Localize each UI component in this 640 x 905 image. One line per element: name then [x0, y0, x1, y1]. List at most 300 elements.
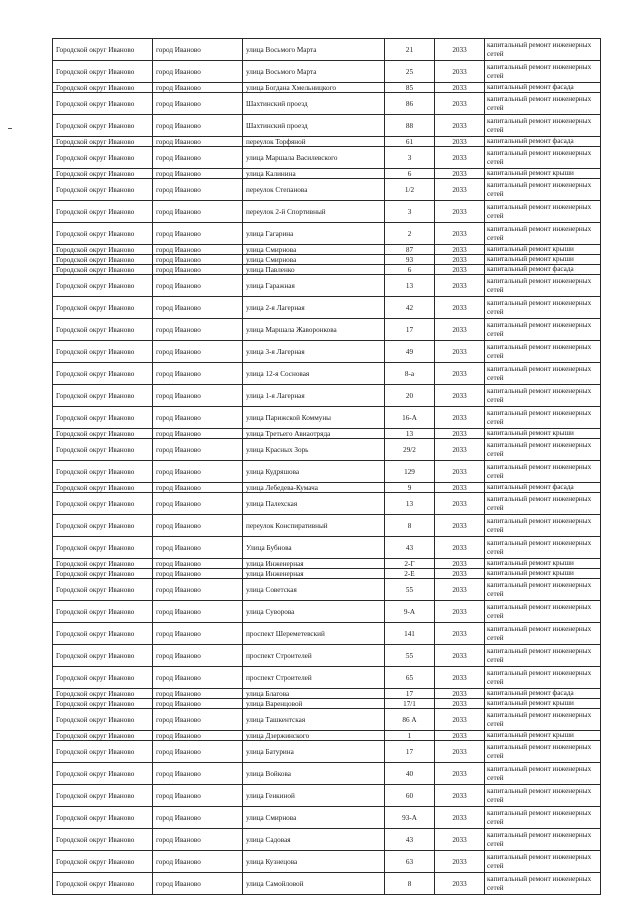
table-row	[53, 873, 601, 895]
table-row	[53, 699, 601, 709]
table-row	[53, 829, 601, 851]
house-cell: 17	[385, 319, 435, 341]
city-cell: город Иваново	[153, 255, 243, 265]
year-cell: 2033	[435, 115, 485, 137]
table-row	[53, 601, 601, 623]
year-cell: 2033	[435, 39, 485, 61]
house-cell: 2-Г	[385, 559, 435, 569]
year-cell: 2033	[435, 461, 485, 483]
table-row	[53, 667, 601, 689]
table-row	[53, 341, 601, 363]
city-cell: город Иваново	[153, 147, 243, 169]
table-row	[53, 807, 601, 829]
table-row	[53, 515, 601, 537]
year-cell: 2033	[435, 601, 485, 623]
street-cell: улица Восьмого Марта	[243, 61, 385, 83]
municipality-cell: Городской округ Иваново	[53, 223, 153, 245]
city-cell: город Иваново	[153, 579, 243, 601]
work-type-cell: капитальный ремонт инженерных сетей	[485, 439, 601, 461]
work-type-cell: капитальный ремонт инженерных сетей	[485, 829, 601, 851]
year-cell: 2033	[435, 829, 485, 851]
year-cell: 2033	[435, 483, 485, 493]
street-cell: улица 3-я Лагерная	[243, 341, 385, 363]
year-cell: 2033	[435, 667, 485, 689]
street-cell: улица Варенцовой	[243, 699, 385, 709]
table-row	[53, 255, 601, 265]
year-cell: 2033	[435, 341, 485, 363]
year-cell: 2033	[435, 709, 485, 731]
municipality-cell: Городской округ Иваново	[53, 137, 153, 147]
municipality-cell: Городской округ Иваново	[53, 569, 153, 579]
municipality-cell: Городской округ Иваново	[53, 785, 153, 807]
house-cell: 40	[385, 763, 435, 785]
street-cell: улица Красных Зорь	[243, 439, 385, 461]
table-row	[53, 245, 601, 255]
year-cell: 2033	[435, 169, 485, 179]
municipality-cell: Городской округ Иваново	[53, 493, 153, 515]
street-cell: улица Советская	[243, 579, 385, 601]
municipality-cell: Городской округ Иваново	[53, 179, 153, 201]
work-type-cell: капитальный ремонт фасада	[485, 265, 601, 275]
house-cell: 87	[385, 245, 435, 255]
house-cell: 55	[385, 645, 435, 667]
municipality-cell: Городской округ Иваново	[53, 829, 153, 851]
city-cell: город Иваново	[153, 179, 243, 201]
street-cell: улица Палехская	[243, 493, 385, 515]
street-cell: улица Благова	[243, 689, 385, 699]
street-cell: улица Лебедева-Кумача	[243, 483, 385, 493]
street-cell: улица 1-я Лагерная	[243, 385, 385, 407]
city-cell: город Иваново	[153, 873, 243, 895]
year-cell: 2033	[435, 873, 485, 895]
municipality-cell: Городской округ Иваново	[53, 93, 153, 115]
municipality-cell: Городской округ Иваново	[53, 873, 153, 895]
year-cell: 2033	[435, 763, 485, 785]
house-cell: 3	[385, 147, 435, 169]
table-row	[53, 429, 601, 439]
city-cell: город Иваново	[153, 601, 243, 623]
margin-mark	[8, 128, 12, 129]
work-type-cell: капитальный ремонт крыши	[485, 169, 601, 179]
house-cell: 2	[385, 223, 435, 245]
municipality-cell: Городской округ Иваново	[53, 461, 153, 483]
work-type-cell: капитальный ремонт инженерных сетей	[485, 179, 601, 201]
table-row	[53, 83, 601, 93]
year-cell: 2033	[435, 785, 485, 807]
work-type-cell: капитальный ремонт крыши	[485, 255, 601, 265]
table-row	[53, 147, 601, 169]
municipality-cell: Городской округ Иваново	[53, 255, 153, 265]
city-cell: город Иваново	[153, 429, 243, 439]
table-body	[53, 39, 601, 895]
year-cell: 2033	[435, 429, 485, 439]
work-type-cell: капитальный ремонт инженерных сетей	[485, 807, 601, 829]
table-row	[53, 169, 601, 179]
year-cell: 2033	[435, 83, 485, 93]
house-cell: 60	[385, 785, 435, 807]
house-cell: 25	[385, 61, 435, 83]
house-cell: 43	[385, 537, 435, 559]
work-type-cell: капитальный ремонт инженерных сетей	[485, 461, 601, 483]
table-row	[53, 265, 601, 275]
municipality-cell: Городской округ Иваново	[53, 851, 153, 873]
street-cell: улица Парижской Коммуны	[243, 407, 385, 429]
work-type-cell: капитальный ремонт крыши	[485, 429, 601, 439]
house-cell: 42	[385, 297, 435, 319]
work-type-cell: капитальный ремонт крыши	[485, 245, 601, 255]
city-cell: город Иваново	[153, 689, 243, 699]
city-cell: город Иваново	[153, 115, 243, 137]
table-row	[53, 93, 601, 115]
municipality-cell: Городской округ Иваново	[53, 709, 153, 731]
work-type-cell: капитальный ремонт инженерных сетей	[485, 785, 601, 807]
street-cell: улица Восьмого Марта	[243, 39, 385, 61]
work-type-cell: капитальный ремонт инженерных сетей	[485, 275, 601, 297]
city-cell: город Иваново	[153, 741, 243, 763]
table-row	[53, 179, 601, 201]
house-cell: 129	[385, 461, 435, 483]
work-type-cell: капитальный ремонт инженерных сетей	[485, 579, 601, 601]
city-cell: город Иваново	[153, 223, 243, 245]
municipality-cell: Городской округ Иваново	[53, 201, 153, 223]
city-cell: город Иваново	[153, 537, 243, 559]
year-cell: 2033	[435, 807, 485, 829]
work-type-cell: капитальный ремонт инженерных сетей	[485, 873, 601, 895]
municipality-cell: Городской округ Иваново	[53, 265, 153, 275]
house-cell: 85	[385, 83, 435, 93]
municipality-cell: Городской округ Иваново	[53, 699, 153, 709]
table-row	[53, 319, 601, 341]
year-cell: 2033	[435, 731, 485, 741]
work-type-cell: капитальный ремонт инженерных сетей	[485, 601, 601, 623]
house-cell: 43	[385, 829, 435, 851]
street-cell: улица Богдана Хмельницкого	[243, 83, 385, 93]
work-type-cell: капитальный ремонт инженерных сетей	[485, 515, 601, 537]
table-row	[53, 61, 601, 83]
house-cell: 2-Е	[385, 569, 435, 579]
city-cell: город Иваново	[153, 319, 243, 341]
house-cell: 9-А	[385, 601, 435, 623]
house-cell: 86	[385, 93, 435, 115]
house-cell: 17	[385, 741, 435, 763]
table-row	[53, 785, 601, 807]
municipality-cell: Городской округ Иваново	[53, 363, 153, 385]
table-row	[53, 569, 601, 579]
city-cell: город Иваново	[153, 493, 243, 515]
house-cell: 61	[385, 137, 435, 147]
city-cell: город Иваново	[153, 851, 243, 873]
street-cell: улица Смирнова	[243, 255, 385, 265]
municipality-cell: Городской округ Иваново	[53, 439, 153, 461]
street-cell: Улица Бубнова	[243, 537, 385, 559]
street-cell: Шахтинский проезд	[243, 115, 385, 137]
work-type-cell: капитальный ремонт инженерных сетей	[485, 297, 601, 319]
table-row	[53, 559, 601, 569]
house-cell: 13	[385, 275, 435, 297]
street-cell: улица Генкиной	[243, 785, 385, 807]
municipality-cell: Городской округ Иваново	[53, 83, 153, 93]
year-cell: 2033	[435, 439, 485, 461]
street-cell: улица Маршала Василевского	[243, 147, 385, 169]
city-cell: город Иваново	[153, 807, 243, 829]
street-cell: улица Гаражная	[243, 275, 385, 297]
year-cell: 2033	[435, 579, 485, 601]
table-row	[53, 201, 601, 223]
work-type-cell: капитальный ремонт фасада	[485, 689, 601, 699]
street-cell: улица Самойловой	[243, 873, 385, 895]
house-cell: 88	[385, 115, 435, 137]
street-cell: улица Инженерная	[243, 559, 385, 569]
city-cell: город Иваново	[153, 385, 243, 407]
work-type-cell: капитальный ремонт инженерных сетей	[485, 115, 601, 137]
year-cell: 2033	[435, 623, 485, 645]
table-row	[53, 763, 601, 785]
street-cell: улица Смирнова	[243, 245, 385, 255]
street-cell: улица Гагарина	[243, 223, 385, 245]
work-type-cell: капитальный ремонт инженерных сетей	[485, 741, 601, 763]
city-cell: город Иваново	[153, 731, 243, 741]
work-type-cell: капитальный ремонт инженерных сетей	[485, 201, 601, 223]
city-cell: город Иваново	[153, 699, 243, 709]
year-cell: 2033	[435, 851, 485, 873]
work-type-cell: капитальный ремонт крыши	[485, 559, 601, 569]
table-row	[53, 741, 601, 763]
house-cell: 13	[385, 493, 435, 515]
street-cell: проспект Строителей	[243, 645, 385, 667]
street-cell: улица Ташкентская	[243, 709, 385, 731]
work-type-cell: капитальный ремонт инженерных сетей	[485, 61, 601, 83]
city-cell: город Иваново	[153, 137, 243, 147]
year-cell: 2033	[435, 537, 485, 559]
work-type-cell: капитальный ремонт фасада	[485, 83, 601, 93]
table-row	[53, 39, 601, 61]
city-cell: город Иваново	[153, 785, 243, 807]
city-cell: город Иваново	[153, 623, 243, 645]
municipality-cell: Городской округ Иваново	[53, 741, 153, 763]
municipality-cell: Городской округ Иваново	[53, 297, 153, 319]
city-cell: город Иваново	[153, 709, 243, 731]
house-cell: 20	[385, 385, 435, 407]
municipality-cell: Городской округ Иваново	[53, 147, 153, 169]
work-type-cell: капитальный ремонт крыши	[485, 569, 601, 579]
house-cell: 63	[385, 851, 435, 873]
city-cell: город Иваново	[153, 363, 243, 385]
year-cell: 2033	[435, 179, 485, 201]
street-cell: улица Войкова	[243, 763, 385, 785]
work-type-cell: капитальный ремонт инженерных сетей	[485, 363, 601, 385]
work-type-cell: капитальный ремонт инженерных сетей	[485, 147, 601, 169]
work-type-cell: капитальный ремонт инженерных сетей	[485, 407, 601, 429]
work-type-cell: капитальный ремонт крыши	[485, 731, 601, 741]
city-cell: город Иваново	[153, 93, 243, 115]
work-type-cell: капитальный ремонт инженерных сетей	[485, 223, 601, 245]
street-cell: улица Инженерная	[243, 569, 385, 579]
work-type-cell: капитальный ремонт инженерных сетей	[485, 341, 601, 363]
year-cell: 2033	[435, 223, 485, 245]
table-row	[53, 385, 601, 407]
year-cell: 2033	[435, 515, 485, 537]
municipality-cell: Городской округ Иваново	[53, 115, 153, 137]
street-cell: улица 2-я Лагерная	[243, 297, 385, 319]
work-type-cell: капитальный ремонт инженерных сетей	[485, 851, 601, 873]
year-cell: 2033	[435, 569, 485, 579]
house-cell: 141	[385, 623, 435, 645]
table-row	[53, 731, 601, 741]
municipality-cell: Городской округ Иваново	[53, 559, 153, 569]
municipality-cell: Городской округ Иваново	[53, 319, 153, 341]
table-row	[53, 579, 601, 601]
city-cell: город Иваново	[153, 169, 243, 179]
municipality-cell: Городской округ Иваново	[53, 341, 153, 363]
work-type-cell: капитальный ремонт инженерных сетей	[485, 93, 601, 115]
year-cell: 2033	[435, 385, 485, 407]
municipality-cell: Городской округ Иваново	[53, 385, 153, 407]
city-cell: город Иваново	[153, 439, 243, 461]
table-row	[53, 407, 601, 429]
year-cell: 2033	[435, 255, 485, 265]
table-row	[53, 461, 601, 483]
house-cell: 65	[385, 667, 435, 689]
house-cell: 16-А	[385, 407, 435, 429]
city-cell: город Иваново	[153, 645, 243, 667]
house-cell: 8-а	[385, 363, 435, 385]
house-cell: 3	[385, 201, 435, 223]
year-cell: 2033	[435, 147, 485, 169]
street-cell: улица Калинина	[243, 169, 385, 179]
street-cell: переулок 2-й Спортивный	[243, 201, 385, 223]
city-cell: город Иваново	[153, 407, 243, 429]
municipality-cell: Городской округ Иваново	[53, 579, 153, 601]
street-cell: улица Суворова	[243, 601, 385, 623]
year-cell: 2033	[435, 137, 485, 147]
municipality-cell: Городской округ Иваново	[53, 515, 153, 537]
municipality-cell: Городской округ Иваново	[53, 667, 153, 689]
house-cell: 9	[385, 483, 435, 493]
municipality-cell: Городской округ Иваново	[53, 623, 153, 645]
table-row	[53, 709, 601, 731]
municipality-cell: Городской округ Иваново	[53, 61, 153, 83]
year-cell: 2033	[435, 61, 485, 83]
city-cell: город Иваново	[153, 461, 243, 483]
city-cell: город Иваново	[153, 483, 243, 493]
city-cell: город Иваново	[153, 265, 243, 275]
table-row	[53, 689, 601, 699]
city-cell: город Иваново	[153, 341, 243, 363]
year-cell: 2033	[435, 699, 485, 709]
municipality-cell: Городской округ Иваново	[53, 763, 153, 785]
city-cell: город Иваново	[153, 559, 243, 569]
city-cell: город Иваново	[153, 763, 243, 785]
city-cell: город Иваново	[153, 61, 243, 83]
year-cell: 2033	[435, 319, 485, 341]
work-type-cell: капитальный ремонт инженерных сетей	[485, 319, 601, 341]
work-type-cell: капитальный ремонт инженерных сетей	[485, 493, 601, 515]
municipality-cell: Городской округ Иваново	[53, 169, 153, 179]
municipality-cell: Городской округ Иваново	[53, 429, 153, 439]
street-cell: проспект Строителей	[243, 667, 385, 689]
house-cell: 6	[385, 265, 435, 275]
city-cell: город Иваново	[153, 515, 243, 537]
table-row	[53, 297, 601, 319]
work-type-cell: капитальный ремонт инженерных сетей	[485, 385, 601, 407]
work-type-cell: капитальный ремонт инженерных сетей	[485, 39, 601, 61]
city-cell: город Иваново	[153, 667, 243, 689]
street-cell: улица Дзержинского	[243, 731, 385, 741]
municipality-cell: Городской округ Иваново	[53, 645, 153, 667]
house-cell: 17/1	[385, 699, 435, 709]
street-cell: улица Маршала Жаворонкова	[243, 319, 385, 341]
house-cell: 8	[385, 515, 435, 537]
city-cell: город Иваново	[153, 297, 243, 319]
municipality-cell: Городской округ Иваново	[53, 483, 153, 493]
year-cell: 2033	[435, 363, 485, 385]
year-cell: 2033	[435, 559, 485, 569]
work-type-cell: капитальный ремонт инженерных сетей	[485, 667, 601, 689]
municipality-cell: Городской округ Иваново	[53, 689, 153, 699]
street-cell: улица Садовая	[243, 829, 385, 851]
municipality-cell: Городской округ Иваново	[53, 407, 153, 429]
city-cell: город Иваново	[153, 39, 243, 61]
municipality-cell: Городской округ Иваново	[53, 275, 153, 297]
house-cell: 93-А	[385, 807, 435, 829]
year-cell: 2033	[435, 493, 485, 515]
year-cell: 2033	[435, 93, 485, 115]
table-row	[53, 223, 601, 245]
table-row	[53, 645, 601, 667]
table-row	[53, 439, 601, 461]
municipality-cell: Городской округ Иваново	[53, 245, 153, 255]
year-cell: 2033	[435, 275, 485, 297]
street-cell: улица Кудряшова	[243, 461, 385, 483]
table-row	[53, 483, 601, 493]
work-type-cell: капитальный ремонт инженерных сетей	[485, 763, 601, 785]
table-row	[53, 363, 601, 385]
table-row	[53, 115, 601, 137]
work-type-cell: капитальный ремонт инженерных сетей	[485, 623, 601, 645]
street-cell: улица Батурина	[243, 741, 385, 763]
work-type-cell: капитальный ремонт крыши	[485, 699, 601, 709]
street-cell: переулок Степанова	[243, 179, 385, 201]
city-cell: город Иваново	[153, 569, 243, 579]
work-type-cell: капитальный ремонт инженерных сетей	[485, 537, 601, 559]
year-cell: 2033	[435, 265, 485, 275]
house-cell: 86 А	[385, 709, 435, 731]
city-cell: город Иваново	[153, 829, 243, 851]
street-cell: улица 12-я Сосновая	[243, 363, 385, 385]
municipality-cell: Городской округ Иваново	[53, 807, 153, 829]
city-cell: город Иваново	[153, 83, 243, 93]
work-type-cell: капитальный ремонт инженерных сетей	[485, 645, 601, 667]
table-row	[53, 493, 601, 515]
municipality-cell: Городской округ Иваново	[53, 601, 153, 623]
house-cell: 1/2	[385, 179, 435, 201]
house-cell: 13	[385, 429, 435, 439]
repair-schedule-table	[52, 38, 601, 895]
work-type-cell: капитальный ремонт фасада	[485, 483, 601, 493]
year-cell: 2033	[435, 645, 485, 667]
city-cell: город Иваново	[153, 275, 243, 297]
house-cell: 1	[385, 731, 435, 741]
house-cell: 8	[385, 873, 435, 895]
street-cell: улица Смирнова	[243, 807, 385, 829]
year-cell: 2033	[435, 741, 485, 763]
city-cell: город Иваново	[153, 201, 243, 223]
year-cell: 2033	[435, 201, 485, 223]
house-cell: 49	[385, 341, 435, 363]
street-cell: проспект Шереметевский	[243, 623, 385, 645]
house-cell: 93	[385, 255, 435, 265]
municipality-cell: Городской округ Иваново	[53, 537, 153, 559]
